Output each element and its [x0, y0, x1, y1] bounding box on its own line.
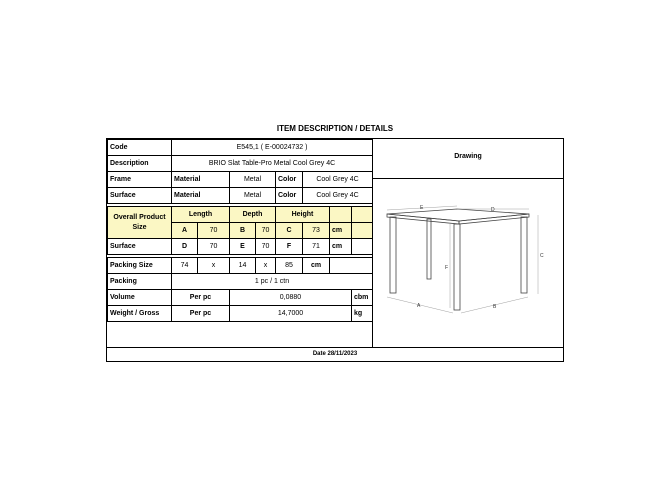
packing-label: Packing	[108, 274, 172, 290]
dim-letter-f: F	[445, 265, 449, 271]
dim-letter-e: E	[420, 205, 424, 211]
row-surface-material	[108, 188, 373, 204]
dim-letter-c: C	[540, 253, 544, 259]
dim-d-label: D	[172, 239, 198, 255]
packing-value: 1 pc / 1 ctn	[172, 274, 373, 290]
code-value: E545,1 ( E-00024732 )	[172, 140, 373, 156]
depth-header: Depth	[230, 207, 276, 223]
frame-color-label: Color	[276, 172, 303, 188]
volume-value: 0,0880	[230, 290, 352, 306]
volume-label: Volume	[108, 290, 172, 306]
row-description	[108, 156, 373, 172]
volume-per: Per pc	[172, 290, 230, 306]
surface-color-label: Color	[276, 188, 303, 204]
row-frame	[108, 172, 373, 188]
code-label: Code	[108, 140, 172, 156]
dim-c-value: 73	[303, 223, 330, 239]
tabletop-edge-front-right	[459, 214, 529, 224]
row-packing	[108, 274, 373, 290]
drawing-area	[372, 179, 563, 334]
dim-e-value: 70	[256, 239, 276, 255]
row-weight	[108, 306, 373, 322]
drawing-label: Drawing	[454, 153, 482, 160]
row-code	[108, 140, 373, 156]
spec-sheet	[106, 138, 564, 362]
description-value: BRIO Slat Table-Pro Metal Cool Grey 4C	[172, 156, 373, 172]
volume-unit: cbm	[352, 290, 373, 306]
packing-x1: x	[198, 258, 230, 274]
table-drawing	[373, 179, 563, 334]
packing-length: 74	[172, 258, 198, 274]
dim-letter-d: D	[491, 207, 495, 213]
description-label: Description	[108, 156, 172, 172]
packing-height: 85	[276, 258, 303, 274]
dim-d-value: 70	[198, 239, 230, 255]
dim-a-value: 70	[198, 223, 230, 239]
surface-material-label: Material	[172, 188, 230, 204]
dim-letter-b: B	[493, 304, 497, 310]
surface-size-unit: cm	[330, 239, 352, 255]
packing-size-unit: cm	[303, 258, 330, 274]
row-surface-size	[108, 239, 373, 255]
frame-label: Frame	[108, 172, 172, 188]
frame-material: Metal	[230, 172, 276, 188]
page-title: ITEM DESCRIPTION / DETAILS	[276, 124, 394, 133]
surface-size-label: Surface	[108, 239, 172, 255]
drawing-header-box	[372, 139, 563, 179]
leg-left	[390, 217, 396, 293]
length-header: Length	[172, 207, 230, 223]
dim-b-value: 70	[256, 223, 276, 239]
dim-f-label: F	[276, 239, 303, 255]
row-overall-header	[108, 207, 373, 223]
dim-c-label: C	[276, 223, 303, 239]
frame-color: Cool Grey 4C	[303, 172, 373, 188]
packing-width: 14	[230, 258, 256, 274]
weight-per: Per pc	[172, 306, 230, 322]
spec-table	[107, 139, 373, 322]
surface-color: Cool Grey 4C	[303, 188, 373, 204]
packing-x2: x	[256, 258, 276, 274]
overall-size-label: Overall Product Size	[108, 207, 172, 239]
drawing-lower-box	[372, 334, 563, 347]
dim-e-label: E	[230, 239, 256, 255]
row-packing-size	[108, 258, 373, 274]
surface-label: Surface	[108, 188, 172, 204]
packing-size-label: Packing Size	[108, 258, 172, 274]
frame-material-label: Material	[172, 172, 230, 188]
dim-a-label: A	[172, 223, 198, 239]
surface-material: Metal	[230, 188, 276, 204]
height-header: Height	[276, 207, 330, 223]
date-footer: Date 28/11/2023	[107, 347, 563, 361]
weight-label: Weight / Gross	[108, 306, 172, 322]
leg-right	[521, 217, 527, 293]
dim-f-value: 71	[303, 239, 330, 255]
leg-front	[454, 224, 460, 310]
weight-unit: kg	[352, 306, 373, 322]
dim-letter-a: A	[417, 303, 421, 309]
tabletop-edge-front-left	[387, 214, 459, 224]
dim-b-label: B	[230, 223, 256, 239]
overall-unit: cm	[330, 223, 352, 239]
leg-back	[427, 219, 431, 279]
row-volume	[108, 290, 373, 306]
weight-value: 14,7000	[230, 306, 352, 322]
